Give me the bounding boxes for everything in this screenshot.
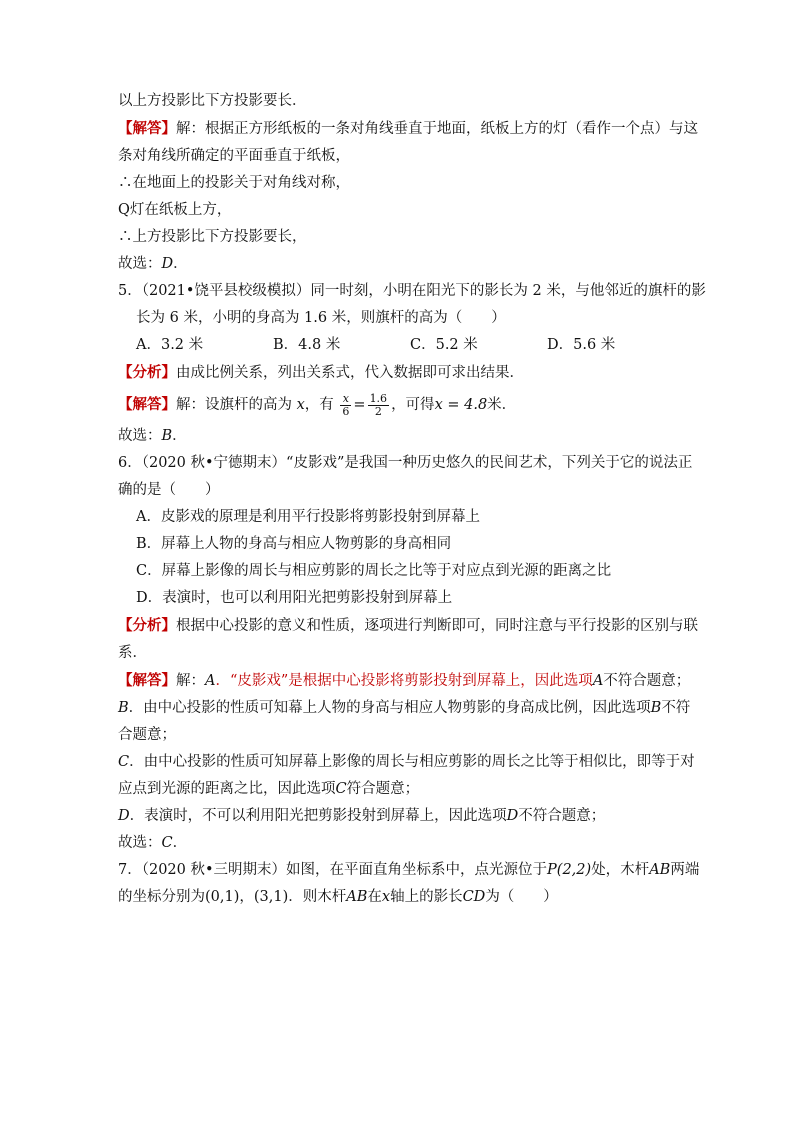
option-letter: B: [650, 700, 662, 716]
segment-ab: AB: [346, 889, 368, 905]
stem-text: 的坐标分别为: [118, 889, 205, 905]
q6-stem-line-2: 确的是（ ）: [118, 482, 220, 498]
separator: ，: [239, 889, 254, 905]
q6-answer-line-6: [118, 803, 688, 830]
answer-text: ，有: [304, 397, 334, 413]
answer-text: 应点到光源的距离之比，因此选项: [118, 781, 336, 797]
stem-text: 处，木杆: [591, 862, 650, 878]
answer-text: 解：: [176, 673, 205, 689]
q6-option-b: B．屏幕上人物的身高与相应人物剪影的身高相同: [136, 536, 452, 552]
option-letter: D: [506, 808, 519, 824]
answer-text: ．由中心投影的性质可知屏幕上影像的周长与相应剪影的周长之比等于相似比，即等于对: [129, 754, 695, 770]
analysis-tag: 【分析】: [118, 364, 176, 381]
choice-suffix: ．: [172, 835, 188, 851]
answer-text: ．由中心投影的性质可知幕上人物的身高与相应人物剪影的身高成比例，因此选项: [128, 700, 651, 716]
answer-text: ．“皮影戏”是根据中心投影将剪影投射到屏幕上，因此选项: [215, 673, 593, 689]
fraction-denominator: 2: [374, 404, 382, 418]
q4-answer-line-3: ∴在地面上的投影关于对角线对称，: [118, 175, 350, 191]
q5-options: [118, 332, 688, 359]
stem-text: 在: [367, 889, 382, 905]
option-letter: C: [118, 754, 130, 770]
q6-choice-line: [118, 830, 688, 857]
answer-text: 不符合题意；: [518, 808, 606, 824]
option-letter: A: [592, 673, 604, 689]
choice-suffix: ．: [172, 428, 187, 444]
q6-answer-line-3: 合题意；: [118, 727, 176, 743]
point-p: P(2,2): [547, 862, 592, 878]
q6-answer-line-4: [118, 749, 695, 776]
answer-tag: 【解答】: [118, 120, 176, 137]
coordinate-a: (0,1): [205, 889, 240, 905]
answer-tag: 【解答】: [118, 396, 176, 413]
equals-sign: =: [353, 397, 366, 413]
analysis-text: 根据中心投影的意义和性质，逐项进行判断即可，同时注意与平行投影的区别与联: [176, 618, 698, 634]
answer-text: ．表演时，不可以利用阳光把剪影投射到屏幕上，因此选项: [129, 808, 507, 824]
fraction-numerator: x: [340, 393, 351, 406]
option-letter: C: [335, 781, 347, 797]
stem-text: 轴上的影长: [390, 889, 463, 905]
analysis-tag: 【分析】: [118, 617, 176, 634]
q4-answer-line-2: 条对角线所确定的平面垂直于纸板，: [118, 148, 350, 164]
answer-text: 解：设旗杆的高为: [176, 397, 292, 413]
fraction-denominator: 6: [342, 404, 350, 418]
q7-stem-line-1: [118, 857, 700, 884]
q5-analysis: [118, 359, 688, 387]
q6-option-d: D．表演时，也可以利用阳光把剪影投射到屏幕上: [136, 590, 453, 606]
fraction-1.6-over-2: [368, 393, 390, 418]
q4-choice-line: [118, 251, 688, 278]
q5-option-d: D．5.6 米: [547, 337, 616, 353]
choice-letter: D: [161, 256, 174, 272]
choice-prefix: 故选：: [118, 835, 162, 851]
q5-stem-line-2: 长为 6 米，小明的身高为 1.6 米，则旗杆的高为（ ）: [136, 310, 506, 326]
fraction-numerator: 1.6: [369, 391, 388, 405]
text-line: 以上方投影比下方投影要长．: [118, 93, 307, 109]
stem-text: ．则木杆: [288, 889, 347, 905]
analysis-text: 由成比例关系，列出关系式，代入数据即可求出结果．: [176, 365, 524, 381]
answer-text: 解：根据正方形纸板的一条对角线垂直于地面，纸板上方的灯（看作一个点）与这: [176, 121, 698, 137]
q4-answer-line-5: ∴上方投影比下方投影要长，: [118, 229, 307, 245]
q6-analysis-line-1: [118, 612, 698, 640]
q6-answer-line-5: [118, 776, 688, 803]
answer-text: 不符合题意；: [603, 673, 691, 689]
option-letter: D: [118, 808, 130, 824]
q6-option-c: C．屏幕上影像的周长与相应剪影的周长之比等于对应点到光源的距离之比: [136, 563, 612, 579]
option-letter: A: [205, 673, 216, 689]
q5-option-c: C．5.2 米: [410, 337, 478, 353]
segment-ab: AB: [649, 862, 671, 878]
q4-answer-line-1: [118, 115, 698, 143]
stem-text: 7．（2020 秋•三明期末）如图，在平面直角坐标系中，点光源位于: [118, 862, 548, 878]
q5-answer: [118, 387, 688, 423]
q5-option-b: B．4.8 米: [273, 337, 341, 353]
answer-text: ，可得: [391, 397, 435, 413]
option-letter: B: [118, 700, 129, 716]
fraction-x-over-6: [340, 393, 351, 418]
x-axis-var: x: [381, 889, 391, 905]
q6-option-a: A．皮影戏的原理是利用平行投影将剪影投射到屏幕上: [136, 509, 480, 525]
result-expression: x = 4.8: [434, 397, 488, 413]
q6-answer-line-1: [118, 667, 691, 695]
answer-text: 符合题意；: [346, 781, 420, 797]
answer-text: 米．: [487, 397, 517, 413]
answer-text: 不符: [661, 700, 691, 716]
q6-analysis-line-2: 系．: [118, 645, 147, 661]
q5-stem-line-1: 5．（2021•饶平县校级模拟）同一时刻，小明在阳光下的影长为 2 米，与他邻近的旗杆的影: [118, 283, 706, 299]
choice-suffix: ．: [173, 256, 188, 272]
choice-prefix: 故选：: [118, 256, 162, 272]
choice-prefix: 故选：: [118, 428, 162, 444]
q4-answer-line-4: Q灯在纸板上方，: [118, 202, 232, 218]
q6-stem-line-1: 6．（2020 秋•宁德期末）“皮影戏”是我国一种历史悠久的民间艺术，下列关于它的说法正: [118, 455, 693, 471]
choice-letter: B: [161, 428, 173, 444]
stem-text: 为（ ）: [485, 889, 558, 905]
q5-choice-line: [118, 423, 688, 450]
page-content: [118, 88, 706, 911]
variable-x: x: [296, 397, 305, 413]
q7-stem-line-2: [118, 884, 688, 911]
answer-tag: 【解答】: [118, 672, 176, 689]
q5-option-a: A．3.2 米: [136, 337, 204, 353]
coordinate-b: (3,1): [253, 889, 289, 905]
q6-answer-line-2: [118, 695, 691, 722]
stem-text: 两端: [670, 862, 700, 878]
segment-cd: CD: [462, 889, 486, 905]
choice-letter: C: [161, 835, 173, 851]
